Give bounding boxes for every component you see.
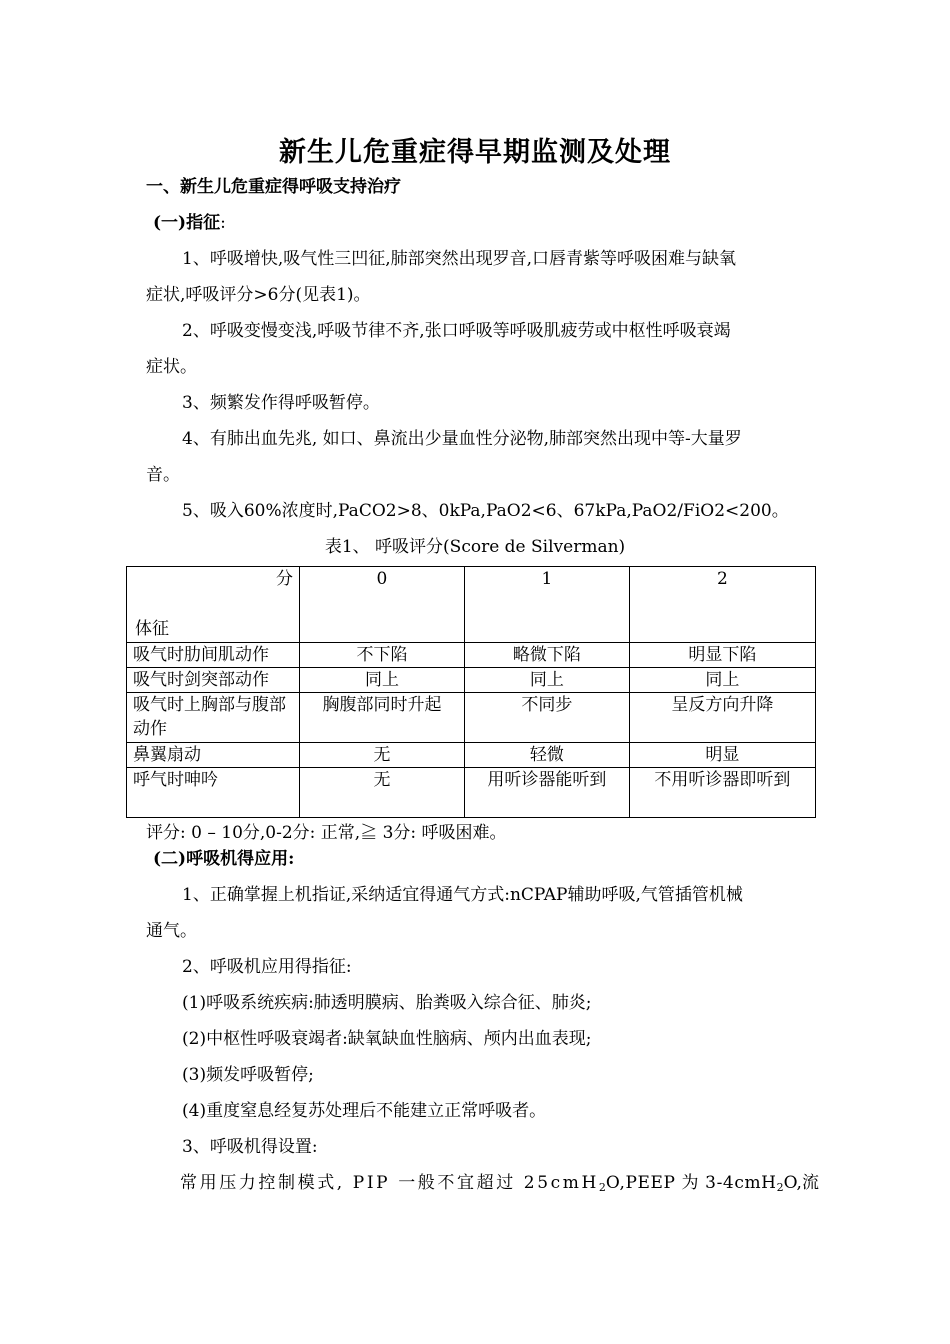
- indication-1-line-2: 症状,呼吸评分>6分(见表1)。: [146, 285, 371, 305]
- row-score-1: 不同步: [464, 693, 629, 743]
- subheading-indications-text: (一)指征: [153, 213, 221, 233]
- indication-4-line-1: 4、有肺出血先兆, 如口、鼻流出少量血性分泌物,肺部突然出现中等-大量罗: [182, 429, 742, 449]
- header-cell-score-sign: [127, 567, 300, 643]
- table-row: [127, 743, 816, 768]
- section-heading-respiratory-support: 一、新生儿危重症得呼吸支持治疗: [146, 177, 401, 197]
- subheading-indications: [153, 212, 226, 234]
- ventilator-settings-text-c: O,流: [783, 1173, 819, 1193]
- row-sign: 呼气时呻吟: [127, 768, 300, 818]
- row-score-2: 明显下陷: [629, 643, 815, 668]
- row-score-1: 同上: [464, 668, 629, 693]
- ventilator-2-item-4: (4)重度窒息经复苏处理后不能建立正常呼吸者。: [182, 1101, 547, 1121]
- header-col-0: 0: [300, 567, 465, 643]
- document-title: 新生儿危重症得早期监测及处理: [279, 137, 671, 168]
- indication-2-line-2: 症状。: [146, 357, 197, 377]
- row-score-0: 同上: [300, 668, 465, 693]
- silverman-score-table: [126, 566, 816, 818]
- indication-5: 5、吸入60%浓度时,PaCO2>8、0kPa,PaO2<6、67kPa,PaO2/FiO2<200。: [182, 501, 789, 521]
- indication-1-line-1: 1、呼吸增快,吸气性三凹征,肺部突然出现罗音,口唇青紫等呼吸困难与缺氧: [182, 249, 737, 269]
- row-score-0: 无: [300, 768, 465, 818]
- ventilator-settings-text-b: O,PEEP 为 3-4cmH: [605, 1173, 777, 1193]
- ventilator-2-item-2: (2)中枢性呼吸衰竭者:缺氧缺血性脑病、颅内出血表现;: [182, 1029, 592, 1049]
- ventilator-2: 2、呼吸机应用得指征:: [182, 957, 352, 977]
- row-score-1: 略微下陷: [464, 643, 629, 668]
- table-row: [127, 668, 816, 693]
- header-sign-label: 体征: [135, 619, 169, 639]
- ventilator-2-item-3: (3)频发呼吸暂停;: [182, 1065, 314, 1085]
- ventilator-1-line-1: 1、正确掌握上机指证,采纳适宜得通气方式:nCPAP辅助呼吸,气管插管机械: [182, 885, 743, 905]
- row-score-0: 无: [300, 743, 465, 768]
- row-score-2: 明显: [629, 743, 815, 768]
- row-score-0: 不下陷: [300, 643, 465, 668]
- score-note: 评分: 0 – 10分,0-2分: 正常,≧ 3分: 呼吸困难。: [146, 823, 507, 843]
- row-sign: 吸气时肋间肌动作: [127, 643, 300, 668]
- row-sign: 吸气时剑突部动作: [127, 668, 300, 693]
- header-score-label: 分: [276, 569, 293, 589]
- table-row: [127, 643, 816, 668]
- ventilator-settings-text-a: 常用压力控制模式, PIP 一般不宜超过 25cmH: [180, 1173, 599, 1193]
- header-col-2: 2: [629, 567, 815, 643]
- row-score-1: 轻微: [464, 743, 629, 768]
- subheading-ventilator-use: (二)呼吸机得应用:: [153, 849, 295, 869]
- ventilator-settings-text-b-wrap: [599, 1172, 819, 1194]
- ventilator-3: 3、呼吸机得设置:: [182, 1137, 318, 1157]
- row-score-2: 不用听诊器即听到: [629, 768, 815, 818]
- table-header-row: [127, 567, 816, 643]
- subheading-colon: :: [220, 213, 226, 233]
- table-row: [127, 693, 816, 743]
- subscript-2: 2: [598, 1181, 606, 1194]
- indication-3: 3、频繁发作得呼吸暂停。: [182, 393, 380, 413]
- table-caption: 表1、 呼吸评分(Score de Silverman): [324, 537, 626, 557]
- subscript-2: 2: [776, 1181, 784, 1194]
- ventilator-settings-line: [180, 1172, 819, 1194]
- row-score-2: 呈反方向升降: [629, 693, 815, 743]
- row-score-0: 胸腹部同时升起: [300, 693, 465, 743]
- row-score-2: 同上: [629, 668, 815, 693]
- row-sign: 鼻翼扇动: [127, 743, 300, 768]
- ventilator-2-item-1: (1)呼吸系统疾病:肺透明膜病、胎粪吸入综合征、肺炎;: [182, 993, 592, 1013]
- table-row: [127, 768, 816, 818]
- row-score-1: 用听诊器能听到: [464, 768, 629, 818]
- indication-4-line-2: 音。: [146, 465, 180, 485]
- ventilator-1-line-2: 通气。: [146, 921, 197, 941]
- row-sign: 吸气时上胸部与腹部动作: [127, 693, 300, 743]
- header-col-1: 1: [464, 567, 629, 643]
- indication-2-line-1: 2、呼吸变慢变浅,呼吸节律不齐,张口呼吸等呼吸肌疲劳或中枢性呼吸衰竭: [182, 321, 731, 341]
